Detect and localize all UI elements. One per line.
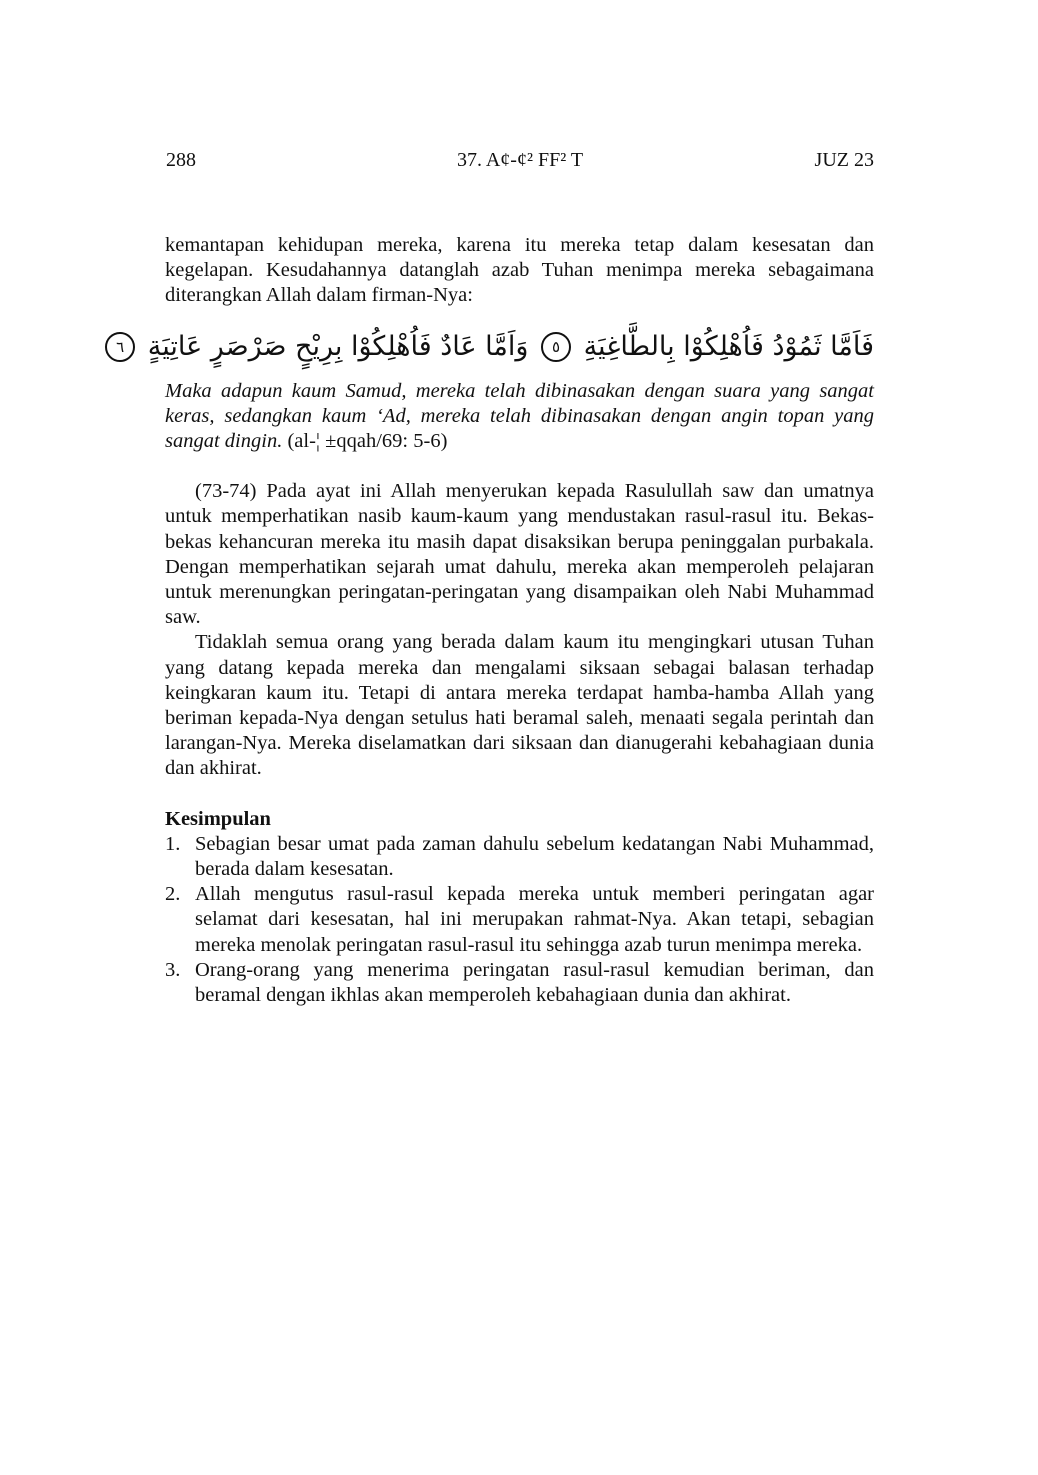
item-text: Orang-orang yang menerima peringatan rasul-rasul kemudian beriman, dan beramal dengan ikhlas akan memperoleh kebahagiaan dunia dan akhirat. xyxy=(195,958,874,1007)
intro-paragraph: kemantapan kehidupan mereka, karena itu mereka tetap dalam kesesatan dan kegelapan. Kesudahannya datanglah azab Tuhan menimpa mereka sebagaimana diterangkan Allah dalam firman-Nya: xyxy=(165,234,874,307)
list-item xyxy=(165,832,874,882)
page-number: 288 xyxy=(166,149,196,171)
list-item xyxy=(165,882,874,958)
item-text: Sebagian besar umat pada zaman dahulu sebelum kedatangan Nabi Muhammad, berada dalam kesesatan. xyxy=(195,832,874,881)
item-text: Allah mengutus rasul-rasul kepada mereka untuk memberi peringatan agar selamat dari kesesatan, hal ini merupakan rahmat-Nya. Akan tetapi, sebagian mereka menolak peringatan rasul-rasul itu sehingga azab turun menimpa mereka. xyxy=(195,883,874,956)
commentary-paragraph: Tidaklah semua orang yang berada dalam kaum itu mengingkari utusan Tuhan yang datang kepada mereka dan mengalami siksaan sebagai balasan terhadap keingkaran kaum itu. Tetapi di antara mereka terdapat hamba-hamba Allah yang beriman kepada-Nya dengan setulus hati beramal saleh, menaati segala perintah dan larangan-Nya. Mereka diselamatkan dari siksaan dan dianugerahi kebahagiaan dunia dan akhirat. xyxy=(165,631,874,780)
verse-arabic-part2: وَاَمَّا عَادٌ فَاُهْلِكُوْا بِرِيْحٍ صَرْصَرٍ عَاتِيَةٍ xyxy=(147,330,529,362)
commentary-text: Pada ayat ini Allah menyerukan kepada Rasulullah saw dan umatnya untuk memperhatikan nasib kaum-kaum yang mendustakan rasul-rasul itu. Bekas-bekas kehancuran mereka itu masih dapat disaksikan berupa peninggalan purbakala. Dengan memperhatikan sejarah umat dahulu, mereka akan memperoleh pelajaran untuk merenungkan peringatan-peringatan yang disampaikan oleh Nabi Muhammad saw. xyxy=(165,480,875,629)
item-number: 1. xyxy=(165,832,181,855)
page-body xyxy=(116,233,875,1008)
item-number: 3. xyxy=(165,958,181,981)
conclusion-heading: Kesimpulan xyxy=(165,807,271,830)
ayah-number-mark: ٦ xyxy=(105,332,135,362)
ayah-number-mark: ٥ xyxy=(541,332,571,362)
list-item xyxy=(165,958,874,1008)
conclusion-list xyxy=(165,832,874,1008)
item-number: 2. xyxy=(165,883,181,906)
verse-arabic-part1: فَاَمَّا ثَمُوْدُ فَاُهْلِكُوْا بِالطَّاغِيَةِ xyxy=(583,330,874,362)
quran-verse xyxy=(116,325,874,369)
page-header xyxy=(166,146,874,174)
verse-range-label: (73-74) xyxy=(195,480,257,503)
commentary-paragraph xyxy=(165,479,874,630)
chapter-title: 37. A¢-¢² FF² T xyxy=(456,149,584,171)
verse-translation xyxy=(165,379,874,455)
juz-label: JUZ 23 xyxy=(814,149,874,171)
verse-reference: (al-¦ ±qqah/69: 5-6) xyxy=(287,430,448,453)
translation-text: Maka adapun kaum Samud, mereka telah dibinasakan dengan suara yang sangat keras, sedangkan kaum ‘Ad, mereka telah dibinasakan dengan angin topan yang sangat dingin. xyxy=(165,379,874,453)
